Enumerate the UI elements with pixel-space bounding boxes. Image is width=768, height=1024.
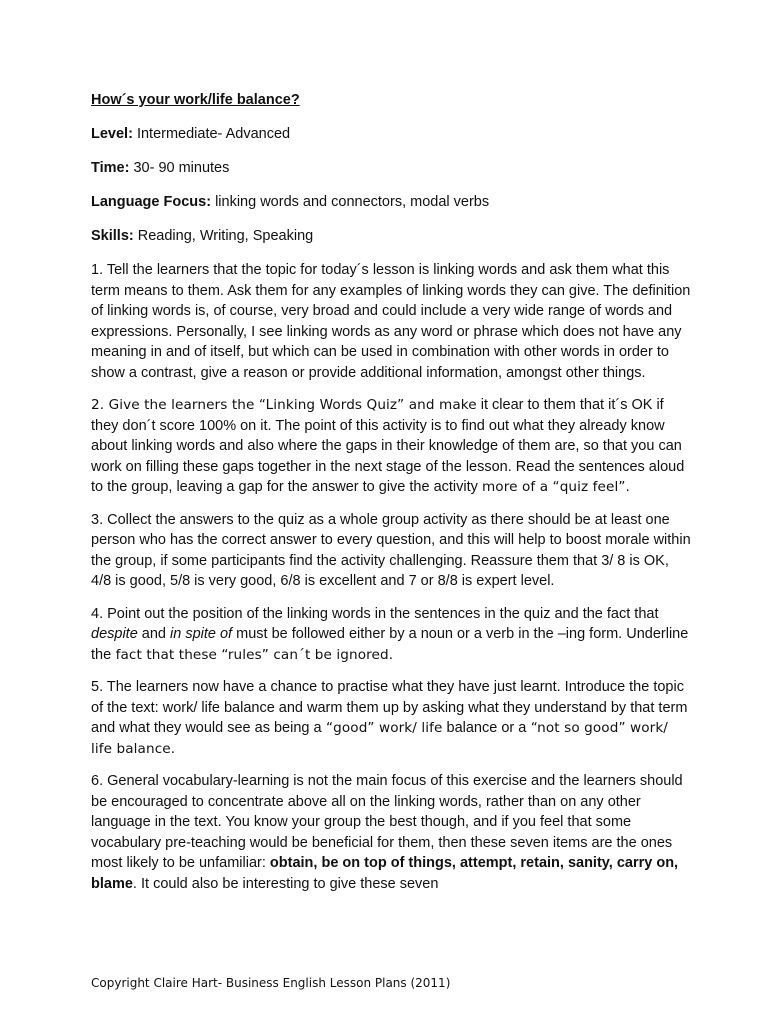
skills-label: Skills:	[91, 228, 134, 244]
step-2-end: more of a “quiz feel”.	[481, 479, 630, 495]
step-5-text-a: 5. The learners now have a chance to practise what they have just learnt. Introduce the topic of the text: work/ life balance and warm them up by asking what they understand by that term and what they would see as being a	[91, 679, 688, 736]
step-3-paragraph: 3. Collect the answers to the quiz as a whole group activity as there should be at least one person who has the correct answer to every question, and this will help to boost morale within the group, if some participants find the activity challenging. Reassure them that 3/ 8 is OK, 4/8 is good, 5/8 is very good, 6/8 is excellent and 7 or 8/8 is expert level.	[91, 511, 691, 589]
step-2-body: it clear to them that it´s OK if they don´t score 100% on it. The point of this activity is to find out what they already know about linking words and also where the gaps in their knowledge of them are, so that you can work on filling these gaps together in the next stage of the lesson. Read the sentences aloud to the group, leaving a gap for the answer to give the activity	[91, 397, 685, 495]
step-4-emphasis-despite: despite	[91, 626, 138, 642]
level-label: Level:	[91, 126, 133, 142]
document-body	[91, 90, 691, 906]
language-focus-value: linking words and connectors, modal verbs	[215, 194, 490, 210]
step-4-text-c: must be followed either by a noun or a verb in the –ing form. Underline the	[91, 626, 689, 663]
time-line	[91, 158, 691, 178]
step-6-text-a: 6. General vocabulary-learning is not the main focus of this exercise and the learners should be encouraged to concentrate above all on the linking words, rather than on any other language in the text. You know your group the best though, and if you feel that some vocabulary pre-teaching would be beneficial for them, then these seven items are the ones most likely to be unfamiliar:	[91, 773, 683, 871]
level-line	[91, 124, 691, 144]
step-2-paragraph	[91, 395, 691, 498]
step-5-good: “good” work/ life	[321, 720, 443, 736]
step-1-paragraph: 1. Tell the learners that the topic for today´s lesson is linking words and ask them what this term means to them. Ask them for any examples of linking words they can give. The definition of linking words is, of course, very broad and could include a very wide range of words and expressions. Personally, I see linking words as any word or phrase which does not have any meaning in and of itself, but which can be used in combination with other words in order to show a contrast, give a reason or provide additional information, amongst other things.	[91, 262, 691, 381]
step-6-paragraph	[91, 771, 691, 894]
skills-line	[91, 226, 691, 246]
step-4-paragraph	[91, 604, 691, 666]
step-6-text-b: . It could also be interesting to give these seven	[132, 875, 439, 892]
language-focus-line	[91, 192, 691, 212]
step-4-text-b: and	[137, 626, 171, 642]
skills-value: Reading, Writing, Speaking	[137, 228, 314, 244]
page-title: How´s your work/life balance?	[91, 92, 300, 108]
step-5-text-b: balance or a	[442, 720, 527, 736]
time-value: 30- 90 minutes	[133, 160, 230, 176]
time-label: Time:	[91, 160, 130, 176]
step-2-intro: 2. Give the learners the “Linking Words Quiz” and make	[91, 397, 477, 413]
language-focus-label: Language Focus:	[91, 194, 212, 210]
step-5-not-so-good: “not so good” work/ life balance.	[91, 720, 668, 757]
step-4-emphasis-in-spite-of: in spite of	[170, 626, 233, 642]
step-4-text-a: 4. Point out the position of the linking words in the sentences in the quiz and the fact that	[91, 605, 659, 622]
step-6-vocabulary-list: obtain, be on top of things, attempt, retain, sanity, carry on, blame	[91, 855, 679, 892]
step-5-paragraph	[91, 677, 691, 759]
step-4-text-end: fact that these “rules” can´t be ignored.	[111, 646, 394, 663]
level-value: Intermediate- Advanced	[136, 126, 291, 142]
copyright-footer: Copyright Claire Hart- Business English Lesson Plans (2011)	[91, 976, 451, 990]
